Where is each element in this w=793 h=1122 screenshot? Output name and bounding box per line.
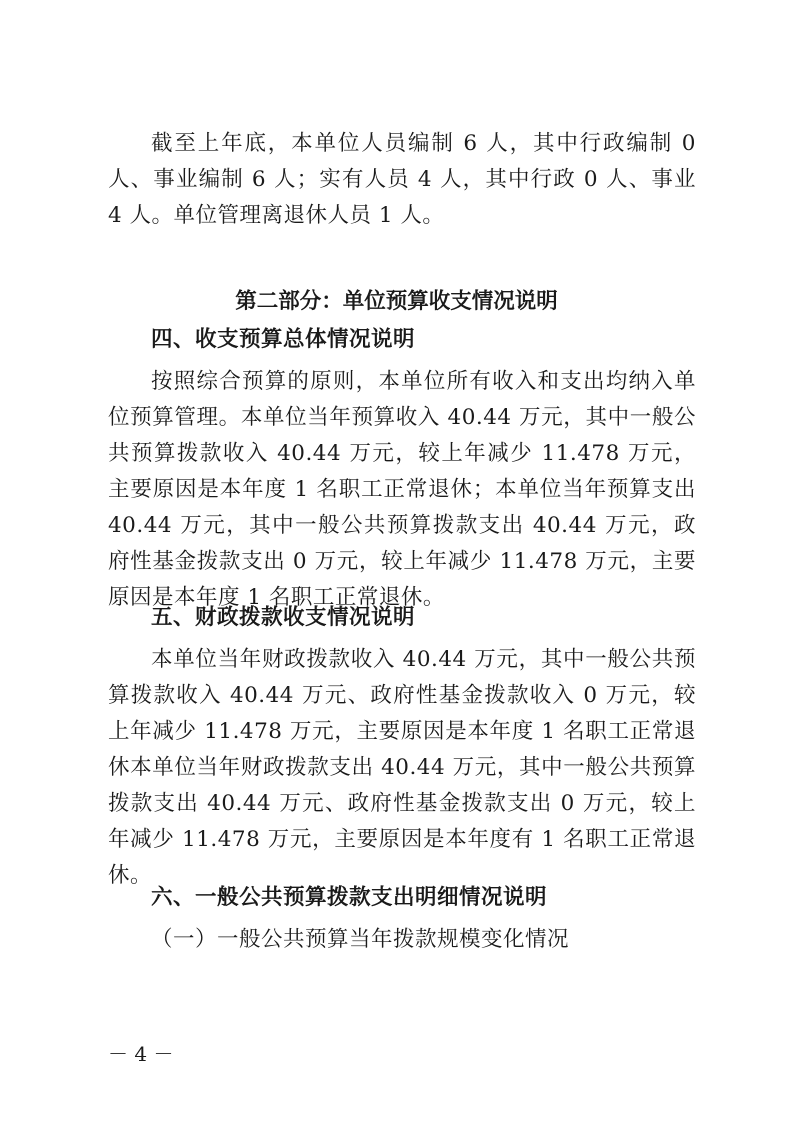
section-6-subheading-1: （一）一般公共预算当年拨款规模变化情况 — [151, 927, 570, 952]
section-6-heading: 六、一般公共预算拨款支出明细情况说明 — [151, 885, 548, 910]
part-title: 第二部分：单位预算收支情况说明 — [235, 289, 558, 314]
section-4-body: 按照综合预算的原则，本单位所有收入和支出均纳入单位预算管理。本单位当年预算收入 40.44 万元，其中一般公共预算拨款收入 40.44 万元，较上年减少 11.478 万元，主要原因是本年度 1 名职工正常退休；本单位当年预算支出 40.44 万元，其中一般公共预算拨款支出 40.44 万元，政府性基金拨款支出 0 万元，较上年减少 11.478 万元，主要原因是本年度 1 名职工正常退休。 — [108, 369, 696, 610]
section-5-body: 本单位当年财政拨款收入 40.44 万元，其中一般公共预算拨款收入 40.44 万元、政府性基金拨款收入 0 万元，较上年减少 11.478 万元，主要原因是本年度 1 名职工正常退休本单位当年财政拨款支出 40.44 万元，其中一般公共预算拨款支出 40.44 万元、政府性基金拨款支出 0 万元，较上年减少 11.478 万元，主要原因是本年度有 1 名职工正常退休。 — [108, 647, 696, 888]
section-4-heading: 四、收支预算总体情况说明 — [151, 327, 416, 352]
page-number: － 4 － — [108, 1042, 174, 1066]
staff-paragraph: 截至上年底，本单位人员编制 6 人，其中行政编制 0 人、事业编制 6 人；实有人员 4 人，其中行政 0 人、事业 4 人。单位管理离退休人员 1 人。 — [108, 131, 696, 228]
section-5-heading: 五、财政拨款收支情况说明 — [151, 605, 416, 630]
